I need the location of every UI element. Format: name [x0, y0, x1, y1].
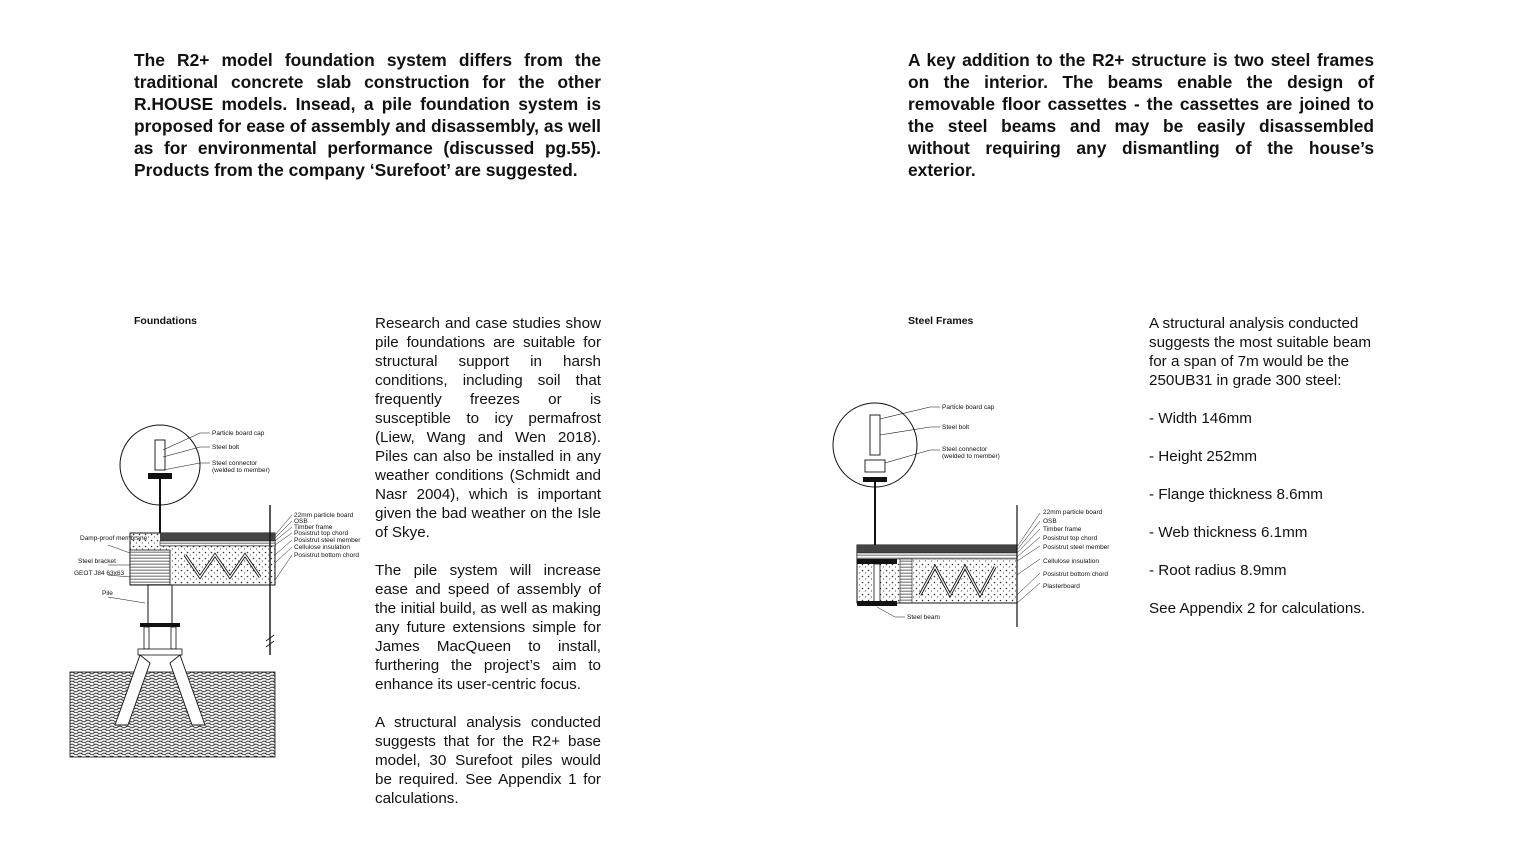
- label-connector-note: (welded to member): [942, 453, 1000, 460]
- label-timber: Timber frame: [294, 524, 333, 531]
- foundations-body: [375, 314, 601, 827]
- foundations-heading: Foundations: [134, 315, 197, 327]
- label-osb: OSB: [1043, 518, 1057, 525]
- label-connector: Steel connector: [212, 460, 258, 467]
- label-top-chord: Posistrut top chord: [294, 530, 349, 537]
- detail-circle: [833, 403, 917, 487]
- label-insulation: Cellulose insulation: [294, 544, 351, 551]
- steel-frames-heading: Steel Frames: [908, 315, 974, 327]
- steel-appendix-note: See Appendix 2 for calculations.: [1149, 600, 1366, 617]
- label-angle: GEOT J84 63x63: [74, 570, 125, 577]
- steel-spec-width: - Width 146mm: [1149, 410, 1252, 427]
- foundation-intro-text: The R2+ model foundation system differs from the traditional concrete slab construction for the other R.HOUSE models. Insead, a pile foundation system is proposed for ease of assembly and disassembly, as well as for environmental performance (discussed pg.55). Products from the company ‘Surefoot’ are suggested.: [134, 50, 601, 180]
- label-membrane: Damp-proof membrane: [80, 535, 148, 542]
- steel-frame-drawing: [825, 395, 1125, 635]
- label-bolt: Steel bolt: [942, 424, 970, 431]
- label-plasterboard: Plasterboard: [1043, 583, 1080, 590]
- pile-foundation-drawing: [60, 395, 370, 765]
- foundations-paragraph-3: A structural analysis conducted suggests that for the R2+ base model, 30 Surefoot piles would be required. See Appendix 1 for calculations.: [375, 714, 601, 807]
- steel-paragraph-intro: A structural analysis conducted suggests the most suitable beam for a span of 7m would be the 250UB31 in grade 300 steel:: [1149, 315, 1372, 389]
- steel-spec-flange: - Flange thickness 8.6mm: [1149, 486, 1323, 503]
- label-connector-note: (welded to member): [212, 467, 270, 474]
- label-member: Posistrut steel member: [294, 537, 361, 544]
- label-pile: Pile: [102, 590, 113, 597]
- foundations-paragraph-1: Research and case studies show pile foundations are suitable for structural support in harsh conditions, including soil that frequently freezes or is susceptible to icy permafrost (Liew, Wang and Wen 2018). Piles can also be installed in any weather conditions (Schmidt and Nasr 2004), which is important given the bad weather on the Isle of Skye.: [375, 315, 601, 541]
- label-cap: Particle board cap: [212, 430, 265, 437]
- label-bolt: Steel bolt: [212, 444, 240, 451]
- label-osb: OSB: [294, 518, 308, 525]
- label-connector: Steel connector: [942, 446, 988, 453]
- label-bottom-chord: Posistrut bottom chord: [1043, 571, 1109, 578]
- label-board: 22mm particle board: [1043, 509, 1103, 516]
- steel-frames-body: [1149, 314, 1375, 637]
- foundations-paragraph-2: The pile system will increase ease and speed of assembly of the initial build, as well as making any future extensions simple for James MacQueen to install, furthering the project’s aim to enhance its user-centric focus.: [375, 562, 601, 693]
- label-board: 22mm particle board: [294, 512, 354, 519]
- label-member: Posistrut steel member: [1043, 544, 1110, 551]
- label-bracket: Steel bracket: [78, 558, 116, 565]
- steel-spec-web: - Web thickness 6.1mm: [1149, 524, 1308, 541]
- steel-frames-intro-text: A key addition to the R2+ structure is two steel frames on the interior. The beams enable the design of removable floor cassettes - the cassettes are joined to the steel beams and may be easily disassembled without requiring any dismantling of the house’s exterior.: [908, 50, 1374, 180]
- steel-spec-root: - Root radius 8.9mm: [1149, 562, 1287, 579]
- label-top-chord: Posistrut top chord: [1043, 535, 1098, 542]
- label-insulation: Cellulose insulation: [1043, 558, 1100, 565]
- steel-spec-height: - Height 252mm: [1149, 448, 1258, 465]
- label-cap: Particle board cap: [942, 404, 995, 411]
- label-timber: Timber frame: [1043, 526, 1082, 533]
- label-steel-beam: Steel beam: [907, 614, 940, 621]
- label-bottom-chord: Posistrut bottom chord: [294, 552, 360, 559]
